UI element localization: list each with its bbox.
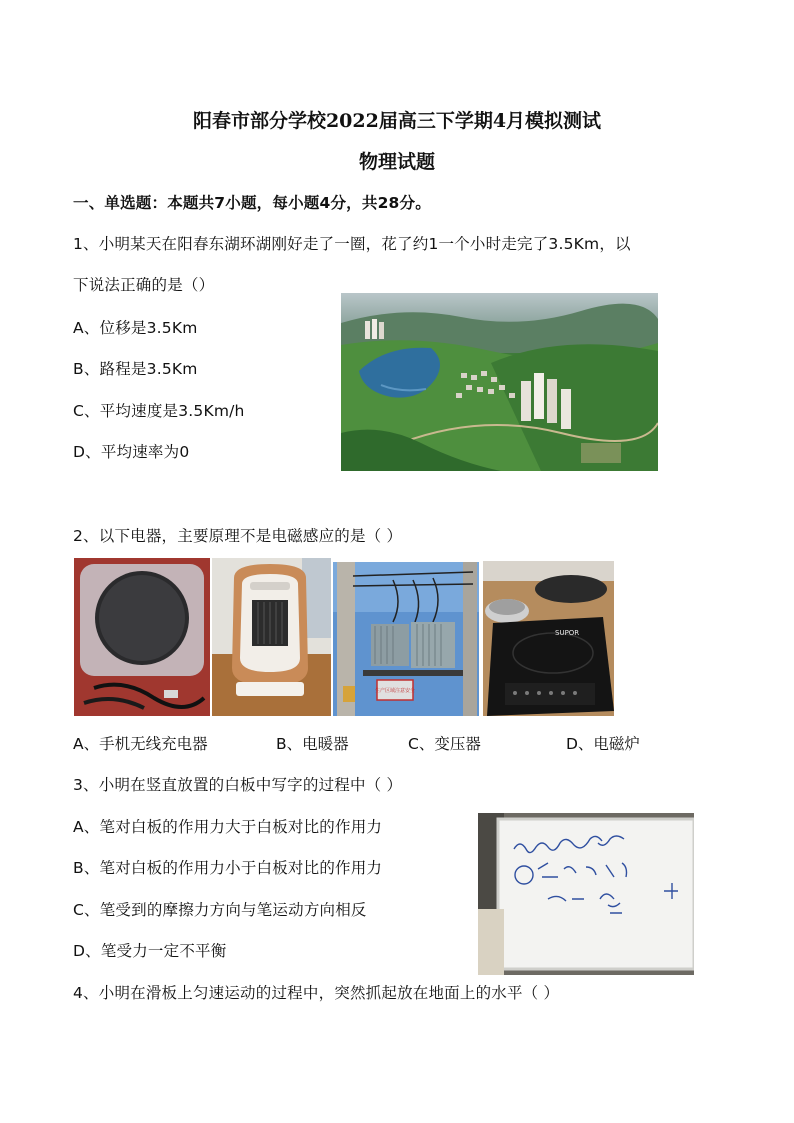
q2-stem: 2、以下电器，主要原理不是电磁感应的是（ ） [73, 527, 403, 545]
exam-subtitle: 物理试题 [358, 151, 435, 173]
q3-stem: 3、小明在竖直放置的白板中写字的过程中（ ） [73, 776, 403, 794]
q1-option-b: B、路程是3.5Km [73, 360, 198, 378]
q2-option-b: B、电暖器 [276, 735, 349, 753]
transformer-photo [333, 562, 479, 716]
q2-option-c: C、变压器 [408, 735, 481, 753]
wireless-charger-photo [74, 558, 210, 716]
q1-stem-line2: 下说法正确的是（） [73, 276, 215, 294]
q1-option-d: D、平均速率为0 [73, 443, 190, 461]
q1-option-a: A、位移是3.5Km [73, 319, 198, 337]
q1-option-c: C、平均速度是3.5Km/h [73, 402, 245, 420]
q2-option-d: D、电磁炉 [566, 735, 640, 753]
electric-heater-photo [212, 558, 331, 716]
q3-option-b: B、笔对白板的作用力小于白板对比的作用力 [73, 859, 383, 877]
q3-option-c: C、笔受到的摩擦力方向与笔运动方向相反 [73, 901, 367, 919]
induction-brand-label: SUPOR [555, 629, 580, 637]
section-heading: 一、单选题：本题共7小题，每小题4分，共28分。 [73, 194, 431, 212]
transformer-sign-text: 生产区域注意安全 [374, 688, 416, 694]
lake-aerial-photo [341, 293, 658, 471]
exam-title: 阳春市部分学校2022届高三下学期4月模拟测试 [192, 110, 602, 132]
q4-stem: 4、小明在滑板上匀速运动的过程中，突然抓起放在地面上的水平（ ） [73, 984, 560, 1002]
q3-option-d: D、笔受力一定不平衡 [73, 942, 227, 960]
q2-option-a: A、手机无线充电器 [73, 735, 208, 753]
whiteboard-photo [478, 813, 694, 975]
induction-cooker-photo [483, 561, 614, 716]
q3-option-a: A、笔对白板的作用力大于白板对比的作用力 [73, 818, 383, 836]
q1-stem-line1: 1、小明某天在阳春东湖环湖刚好走了一圈，花了约1一个小时走完了3.5Km，以 [73, 235, 631, 253]
